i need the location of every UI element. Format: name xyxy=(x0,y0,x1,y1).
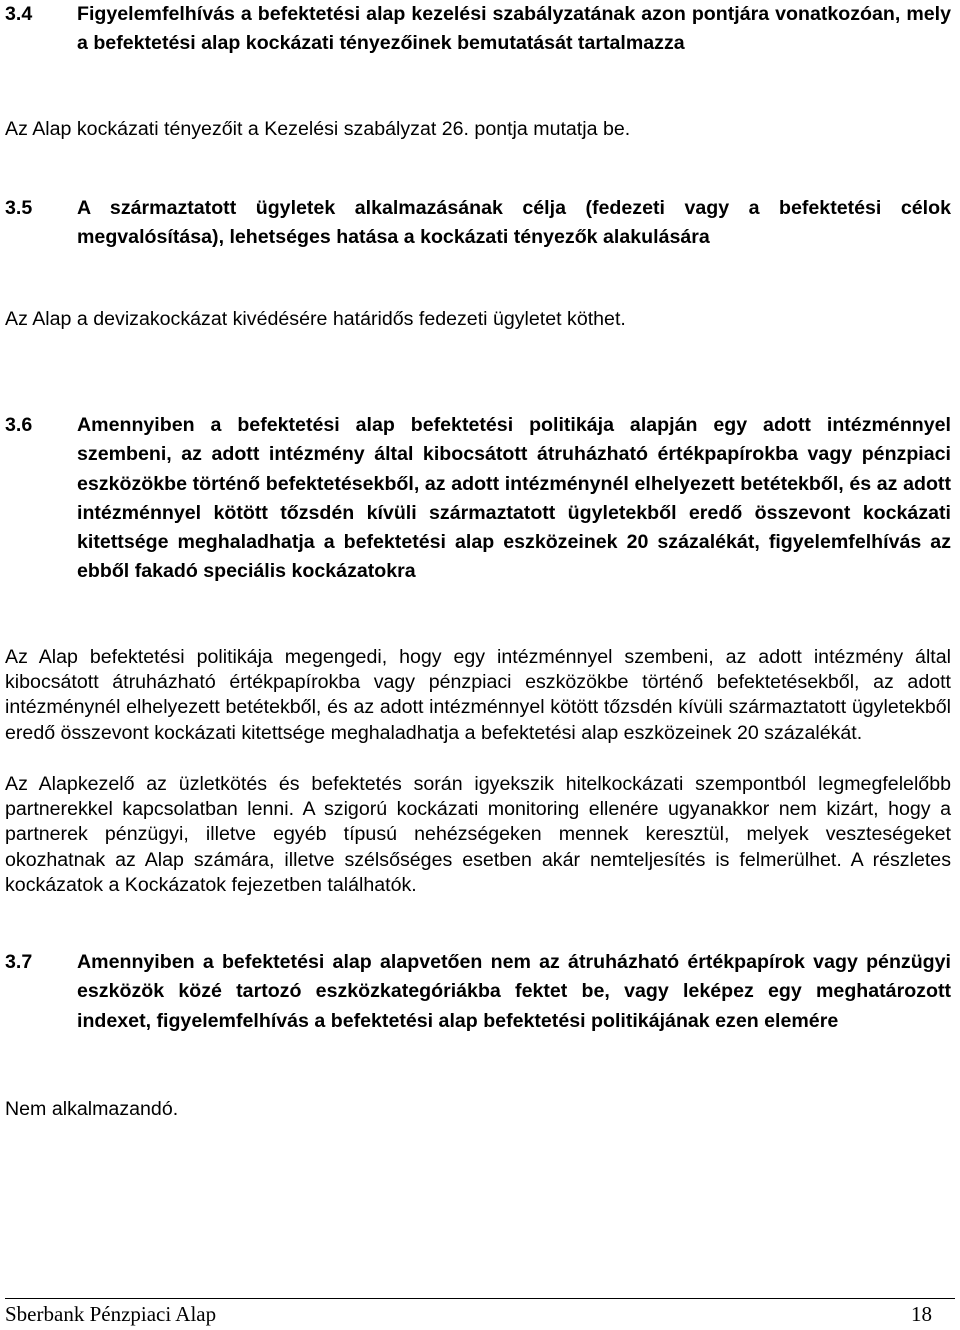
section-3-6-heading xyxy=(5,411,951,587)
section-3-6-paragraph-1: Az Alap befektetési politikája megengedi, hogy egy intézménnyel szembeni, az adott intézmény által kibocsátott átruházható értékpapírokba vagy pénzpiaci eszközökbe történő befektetésekből, az adott intézménynél elhelyezett betétekből, és az adott intézménnyel kötött tőzsdén kívüli származtatott ügyletekből eredő összevont kockázati kitettsége meghaladhatja a befektetési alap eszközeinek 20 százalékát. xyxy=(5,646,951,744)
page-number: 18 xyxy=(911,1302,932,1326)
section-3-6-paragraph-2: Az Alapkezelő az üzletkötés és befektetés során igyekszik hitelkockázati szempontból legmegfelelőbb partnerekkel kapcsolatban lenni. A szigorú kockázati monitoring ellenére ugyanakkor nem kizárt, hogy a partnerek pénzügyi, illetve egyéb típusú nehézségeken mennek keresztül, melyek veszteségeket okozhatnak az Alap számára, illetve szélsőséges esetben akár nemteljesítés is felmerülhet. A részletes kockázatok a Kockázatok fejezetben találhatók. xyxy=(5,773,951,896)
section-heading: A származtatott ügyletek alkalmazásának célja (fedezeti vagy a befektetési célok megvalósítása), lehetséges hatása a kockázati tényezők alakulására xyxy=(77,197,951,249)
section-number: 3.5 xyxy=(5,197,33,219)
section-3-5-paragraph: Az Alap a devizakockázat kivédésére határidős fedezeti ügyletet köthet. xyxy=(5,308,626,330)
section-number: 3.7 xyxy=(5,951,33,973)
footer-divider xyxy=(5,1298,955,1299)
section-number: 3.6 xyxy=(5,414,33,436)
section-heading: Amennyiben a befektetési alap befektetési politikája alapján egy adott intézménnyel szembeni, az adott intézmény által kibocsátott átruházható értékpapírokba vagy pénzpiaci eszközökbe történő befektetésekből, az adott intézménynél elhelyezett betétekből, és az adott intézménnyel kötött tőzsdén kívüli származtatott ügyletekből eredő összevont kockázati kitettsége meghaladhatja a befektetési alap eszközeinek 20 százalékát, figyelemfelhívás az ebből fakadó speciális kockázatokra xyxy=(77,414,951,583)
footer-title: Sberbank Pénzpiaci Alap xyxy=(5,1302,217,1326)
section-3-5-heading xyxy=(5,194,951,253)
page-footer xyxy=(5,1302,932,1326)
section-heading: Figyelemfelhívás a befektetési alap kezelési szabályzatának azon pontjára vonatkozóan, mely a befektetési alap kockázati tényezőinek bemutatását tartalmazza xyxy=(77,3,951,55)
section-3-4-paragraph: Az Alap kockázati tényezőit a Kezelési szabályzat 26. pontja mutatja be. xyxy=(5,118,631,140)
section-heading: Amennyiben a befektetési alap alapvetően nem az átruházható értékpapírok vagy pénzügyi eszközök közé tartozó eszközkategóriákba fektet be, vagy leképez egy meghatározott indexet, figyelemfelhívás a befektetési alap befektetési politikájának ezen elemére xyxy=(77,951,951,1032)
section-3-7-heading xyxy=(5,948,951,1036)
section-3-4-heading xyxy=(5,0,951,59)
section-number: 3.4 xyxy=(5,3,33,25)
section-3-7-paragraph: Nem alkalmazandó. xyxy=(5,1098,179,1120)
